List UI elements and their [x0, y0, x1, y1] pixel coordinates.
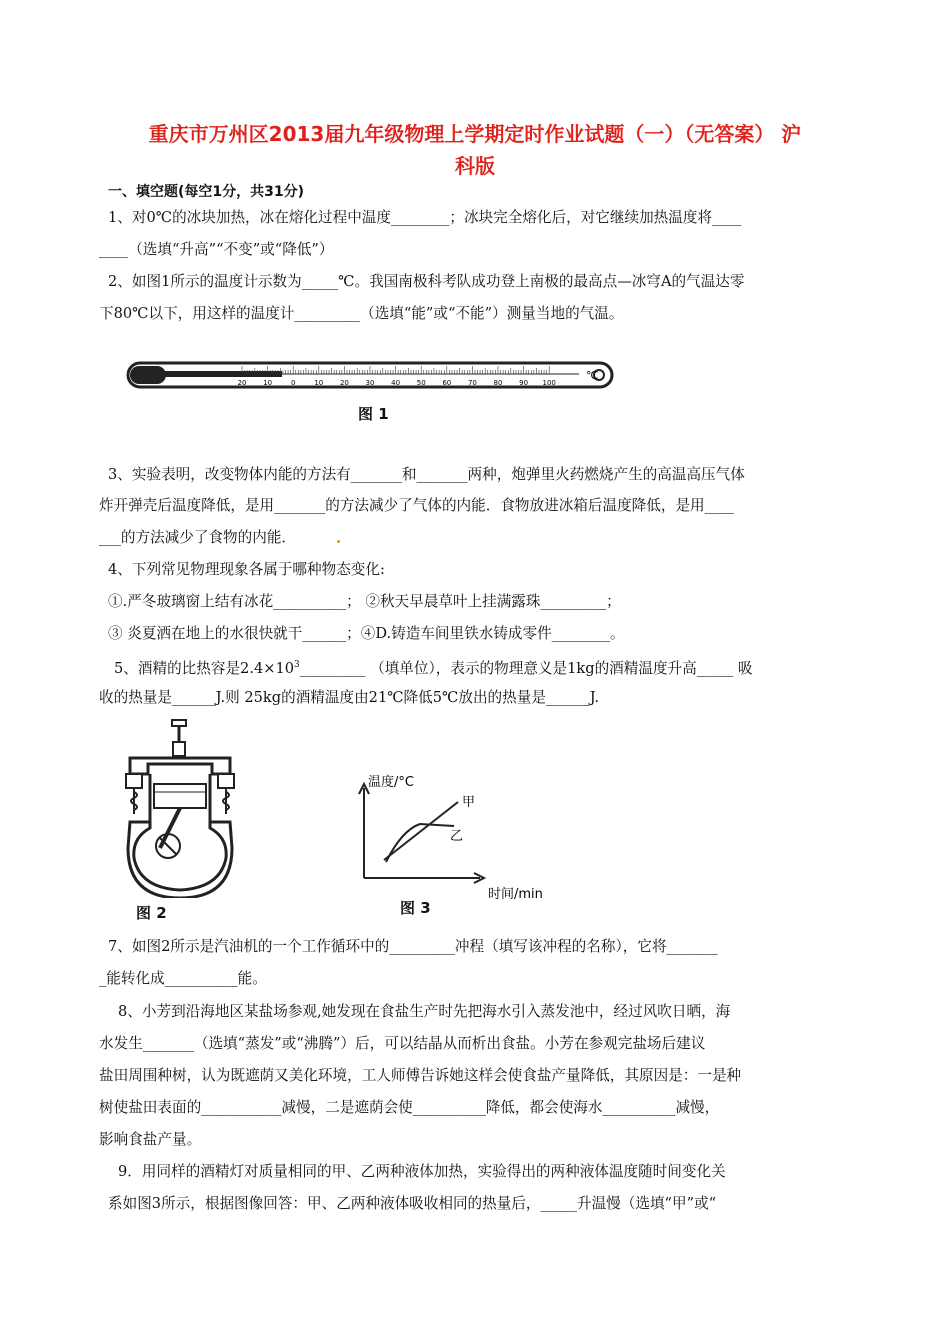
scale-label: 40 [391, 379, 401, 387]
scale-label: 10 [314, 379, 324, 387]
scale-label: 20 [339, 379, 349, 387]
question-2-line-2: 下80℃以下，用这样的温度计_________（选填“能”或“不能”）测量当地的气温。 [99, 305, 624, 322]
x-axis-label: 时间/min [488, 887, 543, 900]
question-4-line-1: 4、下列常见物理现象各属于哪种物态变化: [108, 561, 385, 578]
document-title [100, 118, 850, 182]
series-yi-line [386, 824, 454, 862]
question-5-exponent: 3 [294, 660, 300, 670]
scale-label: 80 [493, 379, 503, 387]
question-9-line-1: 9．用同样的酒精灯对质量相同的甲、乙两种液体加热，实验得出的两种液体温度随时间变化关 [118, 1163, 726, 1180]
question-1-line-1: 1、对0℃的冰块加热，冰在熔化过程中温度________；冰块完全熔化后，对它继续加热温度将____ [108, 209, 742, 226]
question-8-line-4: 树使盐田表面的___________减慢，二是遮荫会使__________降低，都会使海水__________减慢， [99, 1099, 720, 1116]
title-line-2: 科版 [455, 154, 495, 178]
question-7-line-2: _能转化成__________能。 [99, 970, 267, 987]
section-heading: 一、填空题(每空1分，共31分) [108, 184, 305, 200]
question-9-line-2: 系如图3所示，根据图像回答：甲、乙两种液体吸收相同的热量后，_____升温慢（选填“甲”或“ [108, 1195, 717, 1212]
scale-label: 30 [365, 379, 375, 387]
question-3-line-3: ___的方法减少了食物的内能． [99, 529, 297, 546]
scale-label: 50 [416, 379, 426, 387]
series-jia-label: 甲 [462, 795, 476, 810]
scale-label: 10 [263, 379, 273, 387]
question-5-text-b: _________ （填单位），表示的物理意义是1kg的酒精温度升高_____ 吸 [299, 659, 753, 677]
figure-2-caption: 图 2 [136, 904, 167, 922]
question-2-line-1: 2、如图1所示的温度计示数为_____℃。我国南极科考队成功登上南极的最高点—冰穹A的气温达零 [108, 273, 745, 290]
scale-label: 60 [442, 379, 452, 387]
question-5-line-2: 收的热量是______J.则 25kg的酒精温度由21℃降低5℃放出的热量是______J. [99, 689, 600, 706]
question-5-line-1 [114, 655, 752, 679]
series-jia-line [384, 802, 458, 860]
question-3-line-2: 炸开弹壳后温度降低，是用_______的方法减少了气体的内能．食物放进冰箱后温度降低，是用____ [99, 497, 734, 514]
engine-diagram [120, 718, 240, 898]
scale-unit: ℃ [586, 369, 599, 382]
question-8-line-2: 水发生_______（选填“蒸发”或“沸腾”）后，可以结晶从而析出食盐。小芳在参观完盐场后建议 [99, 1035, 706, 1052]
question-7-line-1: 7、如图2所示是汽油机的一个工作循环中的_________冲程（填写该冲程的名称），它将_______ [108, 938, 718, 955]
figure-3-caption: 图 3 [400, 899, 431, 917]
question-8-line-3: 盐田周围种树，认为既遮荫又美化环境，工人师傅告诉她这样会使食盐产量降低，其原因是：一是种 [99, 1067, 742, 1084]
y-axis-label: 温度/°C [368, 775, 414, 790]
question-8-line-5: 影响食盐产量。 [99, 1131, 202, 1148]
question-3-line-1: 3、实验表明，改变物体内能的方法有_______和_______两种，炮弹里火药燃烧产生的高温高压气体 [108, 466, 745, 483]
decorative-dot [337, 540, 340, 543]
question-4-line-3: ③ 炎夏洒在地上的水很快就干______；④D.铸造车间里铁水铸成零件________。 [108, 625, 625, 642]
question-4-line-2: ①.严冬玻璃窗上结有冰花__________； ②秋天早晨草叶上挂满露珠_________； [108, 593, 621, 610]
question-8-line-1: 8、小芳到沿海地区某盐场参观,她发现在食盐生产时先把海水引入蒸发池中，经过风吹日晒，海 [118, 1003, 731, 1020]
scale-label: 70 [467, 379, 477, 387]
figure-1-caption: 图 1 [358, 405, 389, 423]
scale-label: 90 [519, 379, 529, 387]
series-yi-label: 乙 [450, 829, 464, 844]
title-line-1: 重庆市万州区2013届九年级物理上学期定时作业试题（一）（无答案） 沪 [148, 122, 802, 146]
temperature-time-chart [350, 770, 560, 900]
scale-label: 20 [237, 379, 247, 387]
question-1-line-2: ____（选填“升高”“不变”或“降低”） [99, 241, 334, 258]
question-5-text-a: 5、酒精的比热容是2.4×10 [114, 659, 295, 677]
scale-label: 0 [290, 379, 296, 387]
scale-label: 100 [542, 379, 556, 387]
